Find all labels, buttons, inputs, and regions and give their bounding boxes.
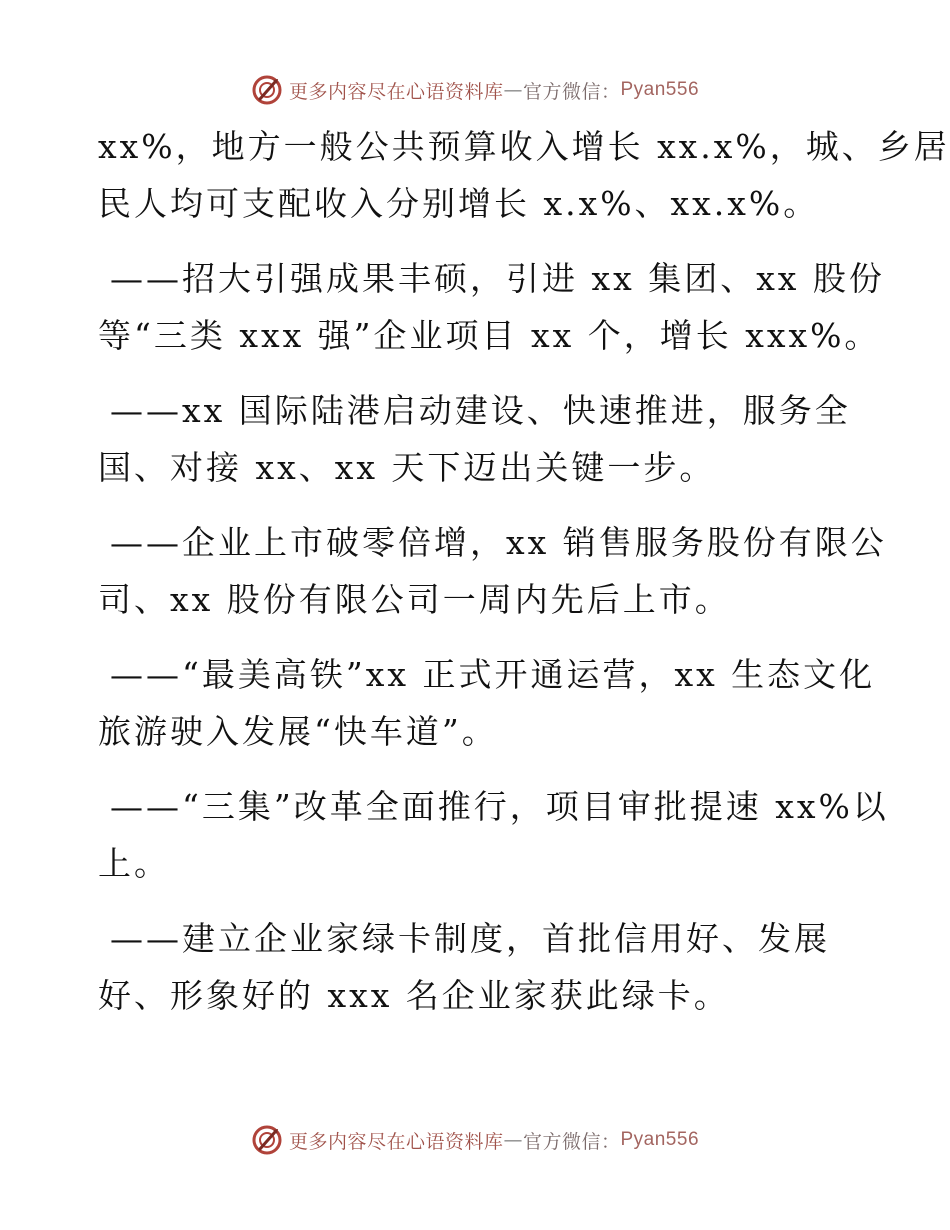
paragraph-line: 民人均可支配收入分别增长 x.x%、xx.x%。	[98, 184, 820, 223]
paragraph-line: ——建立企业家绿卡制度，首批信用好、发展	[110, 919, 830, 958]
paragraph-line: xx%，地方一般公共预算收入增长 xx.x%，城、乡居	[98, 127, 950, 166]
paragraph-land-port	[98, 382, 898, 496]
banner-wechat-id: Pyan556	[620, 79, 700, 100]
footer-watermark-banner	[0, 1120, 950, 1160]
paragraph-line: ——招大引强成果丰硕，引进 xx 集团、xx 股份	[110, 259, 885, 298]
paragraph-line: ——“最美高铁”xx 正式开通运营，xx 生态文化	[110, 655, 876, 694]
paragraph-line: ——企业上市破零倍增，xx 销售服务股份有限公	[110, 523, 887, 562]
paragraph-listing	[98, 514, 898, 628]
brand-logo-icon	[251, 1124, 283, 1156]
banner-text: 更多内容尽在心语资料库	[288, 80, 504, 103]
banner-text: 更多内容尽在心语资料库	[288, 1130, 504, 1153]
paragraph-line: 司、xx 股份有限公司一周内先后上市。	[98, 580, 731, 619]
paragraph-line: ——xx 国际陆港启动建设、快速推进，服务全	[110, 391, 851, 430]
paragraph-reform	[98, 778, 898, 892]
paragraph-green-card	[98, 910, 898, 1024]
banner-separator: —	[503, 1129, 523, 1151]
paragraph-line: 好、形象好的 xxx 名企业家获此绿卡。	[98, 976, 730, 1015]
paragraph-investment	[98, 250, 898, 364]
brand-logo-icon	[251, 74, 283, 106]
banner-wechat-id: Pyan556	[620, 1129, 700, 1150]
header-watermark-banner	[0, 70, 950, 110]
paragraph-high-speed-rail	[98, 646, 898, 760]
paragraph-line: 国、对接 xx、xx 天下迈出关键一步。	[98, 448, 716, 487]
document-body	[98, 118, 950, 1042]
paragraph-line: ——“三集”改革全面推行，项目审批提速 xx%以	[110, 787, 889, 826]
banner-separator: —	[503, 79, 523, 101]
paragraph-fiscal-income	[98, 118, 950, 232]
banner-official-label: 官方微信：	[522, 1130, 621, 1153]
paragraph-line: 等“三类 xxx 强”企业项目 xx 个，增长 xxx%。	[98, 316, 881, 355]
banner-official-label: 官方微信：	[522, 80, 621, 103]
paragraph-line: 旅游驶入发展“快车道”。	[98, 712, 498, 751]
paragraph-line: 上。	[98, 844, 170, 883]
